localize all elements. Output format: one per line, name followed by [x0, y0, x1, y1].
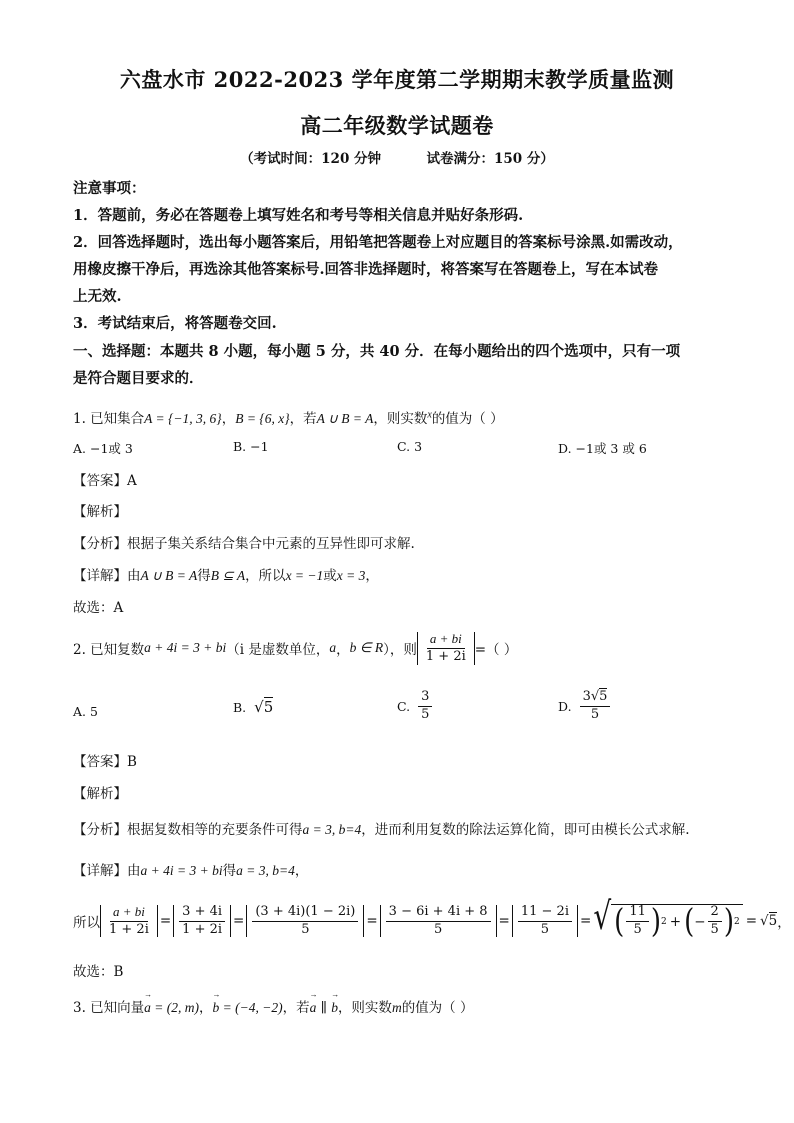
section-heading-line-1: 一、选择题：本题共 8 小题，每小题 5 分，共 40 分．在每小题给出的四个选项中，只有一项 [73, 343, 681, 360]
q3-ask-end: 的值为（ ） [401, 1000, 474, 1016]
q2-calc-term-2 [173, 905, 231, 938]
q1-detail-expr2: B ⊆ A [210, 568, 246, 583]
q1-option-b[interactable]: B. −1 [233, 439, 269, 454]
q2-s1-num: 11 [626, 905, 649, 922]
q2-s2-sign: − [694, 913, 706, 930]
q2-eq: a + 4i = 3 + bi [144, 640, 227, 656]
q1-option-a[interactable]: A. −1或 3 [73, 441, 133, 456]
q2-s1-den: 5 [633, 922, 642, 937]
q1-detail-expr3: x = −1 [285, 568, 324, 583]
q1-set-b: B = {6, x} [235, 411, 290, 426]
q2-f5-num: 11 − 2i [518, 905, 572, 922]
exam-time: （考试时间：120 分钟 [240, 151, 382, 167]
question-1-stem [73, 407, 504, 427]
exam-subtitle: 高二年级数学试题卷 [300, 113, 494, 138]
q2-f3-num: (3 + 4i)(1 − 2i) [252, 905, 358, 922]
q2-detail-expr: a + 4i = 3 + bi [140, 863, 223, 878]
q1-conclusion: 故选：A [73, 600, 124, 616]
q2-option-c-den: 5 [421, 706, 430, 722]
q2-note-b: b ∈ R [349, 640, 384, 656]
q2-sqrt-body: ( $\frac{11}{5}$ ) 2 + ( − $\frac{2}{5}$ ) 2 [611, 904, 743, 938]
question-2-stem [73, 632, 517, 665]
q3-vec-b-val: = (−4, −2) [219, 1000, 283, 1015]
notes-item-2-line-1: 2．回答选择题时，选出每小题答案后，用铅笔把答题卷上对应题目的答案标号涂黑.如需改动， [73, 234, 683, 251]
q1-ask-end: 的值为（ ） [431, 411, 504, 427]
q2-note-comma: ， [336, 642, 350, 659]
notes-item-1: 1．答题前，务必在答题卷上填写姓名和考号等相关信息并贴好条形码. [73, 207, 524, 224]
notes-item-3: 3．考试结束后，将答题卷交回. [73, 315, 277, 332]
q2-note: （i 是虚数单位， [226, 642, 330, 659]
q2-option-d-frac [580, 690, 611, 723]
q2-frac-den: 1 + 2i [425, 648, 466, 664]
q2-option-b-label: B. [233, 699, 247, 715]
q2-option-c-frac [418, 690, 432, 723]
q1-answer: 【答案】A [73, 473, 137, 489]
q2-option-b-sqrt: √5 [254, 698, 274, 716]
q1-analysis-tag: 【解析】 [73, 504, 127, 520]
q2-option-d-label: D. [558, 698, 572, 714]
q2-detail-mid: 得 [222, 863, 237, 879]
q2-f3-den: 5 [301, 921, 310, 937]
q3-cond-a: → a [310, 1000, 317, 1016]
q2-s2-sq: 2 [733, 916, 740, 927]
q1-cond-prefix: ，若 [289, 411, 317, 427]
q2-eq-2: = [233, 913, 245, 929]
q2-sqrt-sign: √ [593, 894, 612, 939]
q2-calc-term-3 [246, 905, 364, 938]
q3-ask: ，则实数 [337, 1000, 392, 1016]
q2-eq-3: = [366, 913, 378, 929]
q2-abs-expr [417, 632, 475, 665]
q1-detail-end: ， [365, 568, 379, 584]
q2-calc-term-5 [512, 905, 578, 938]
q2-option-d-rad: 5 [599, 689, 608, 704]
q3-cond-b: → b [331, 1000, 338, 1016]
q2-frac-num: a + bi [427, 632, 465, 649]
q2-calculation [73, 894, 791, 948]
q3-parallel: ∥ [316, 1000, 332, 1016]
q2-fraction [423, 632, 469, 665]
q2-result-val: 5 [768, 913, 778, 929]
q2-option-c-label: C. [397, 698, 411, 714]
q2-answer: 【答案】B [73, 754, 137, 770]
section-heading-line-2: 是符合题目要求的． [73, 370, 204, 387]
exam-info [0, 147, 794, 167]
question-3-stem [73, 996, 473, 1016]
q2-s2-num: 2 [708, 905, 722, 922]
q2-ask-end: =（ ） [474, 642, 518, 659]
q2-note-a: a [329, 640, 337, 656]
q3-cond-prefix: ，若 [282, 1000, 310, 1016]
q2-detail [73, 859, 308, 879]
q2-calc-term-1 [100, 905, 158, 938]
q2-s1-sq: 2 [661, 916, 667, 927]
q2-option-d-num: 3√5 [580, 690, 611, 707]
q1-sep: ， [221, 411, 236, 427]
q2-detail-prefix: 【详解】由 [73, 863, 141, 879]
q2-option-a[interactable]: A. 5 [73, 704, 98, 719]
q1-detail-expr1: A ∪ B = A [140, 568, 198, 583]
notes-heading: 注意事项： [73, 180, 146, 197]
notes-item-2-line-2: 用橡皮擦干净后，再选涂其他答案标号.回答非选择题时，将答案写在答题卷上，写在本试卷 [73, 261, 659, 278]
q2-plus: + [669, 913, 682, 930]
q2-tail: ， [777, 915, 791, 931]
q2-f2-den: 1 + 2i [182, 921, 223, 937]
q2-option-b[interactable] [233, 698, 273, 716]
q2-f4-den: 5 [433, 921, 443, 937]
q2-s2-den: 5 [710, 922, 719, 937]
q2-option-c-num: 3 [418, 690, 432, 707]
q3-comma: ， [199, 1000, 213, 1016]
q2-option-c[interactable] [397, 690, 434, 723]
q3-vec-a: → a [144, 1000, 151, 1016]
q2-note-end: ），则 [383, 642, 417, 659]
q1-ask: ，则实数 [373, 411, 428, 427]
q2-analysis-tag: 【解析】 [73, 786, 127, 802]
q2-prefix: 2. 已知复数 [73, 642, 145, 659]
q1-option-d[interactable]: D. −1或 3 或 6 [558, 441, 647, 456]
q2-result: √5 [760, 913, 778, 929]
q2-fenxi-end: ，进而利用复数的除法运算化简，即可由模长公式求解. [361, 822, 690, 838]
q2-option-d-den: 5 [590, 706, 600, 722]
q3-vec-b: → b [213, 1000, 220, 1016]
q2-f5-den: 5 [540, 921, 550, 937]
q2-eq-1: = [159, 913, 172, 929]
q2-f1-den: 1 + 2i [109, 921, 149, 937]
q2-calc-term-4 [380, 905, 497, 938]
q1-var: x [427, 409, 432, 421]
exam-title: 六盘水市 2022-2023 学年度第二学期期末教学质量监测 [119, 67, 675, 92]
q2-sqrt-expr [593, 894, 742, 941]
q2-fenxi-prefix: 【分析】根据复数相等的充要条件可得 [73, 822, 303, 838]
q3-vec-a-val: = (2, m) [150, 1000, 200, 1015]
q2-eq-5: = [580, 913, 592, 929]
q2-calc-prefix: 所以 [73, 915, 100, 931]
q1-detail-mid: 得 [197, 568, 211, 584]
q2-eq-6: = [745, 913, 758, 929]
q2-option-d-coef: 3 [582, 689, 591, 704]
q2-fenxi [73, 818, 690, 838]
q1-detail [73, 564, 379, 584]
q2-conclusion: 故选：B [73, 964, 124, 980]
q2-detail-end: ， [294, 863, 309, 879]
q1-prefix: 1. 已知集合 [73, 411, 145, 427]
q2-f4-num: 3 − 6i + 4i + 8 [386, 905, 491, 922]
q1-detail-prefix: 【详解】由 [73, 568, 141, 584]
q2-fenxi-expr: a = 3, b=4 [302, 822, 362, 837]
q2-option-d[interactable] [558, 690, 612, 723]
q1-set-a: A = {−1, 3, 6} [144, 411, 222, 426]
q1-option-c[interactable]: C. 3 [397, 439, 423, 454]
q2-option-b-val: 5 [263, 698, 274, 716]
q3-prefix: 3. 已知向量 [73, 1000, 145, 1016]
exam-score: 试卷满分：150 分） [426, 151, 554, 167]
q1-cond: A ∪ B = A [316, 411, 374, 426]
q2-eq-4: = [498, 913, 510, 929]
q2-detail-res: a = 3, b=4 [236, 863, 295, 878]
q1-detail-mid2: ，所以 [245, 568, 286, 584]
q1-fenxi: 【分析】根据子集关系结合集合中元素的互异性即可求解. [73, 536, 415, 552]
q1-detail-expr4: x = 3 [336, 568, 366, 583]
q2-f2-num: 3 + 4i [179, 905, 225, 922]
q3-var: m [391, 1000, 402, 1015]
q1-detail-or: 或 [323, 568, 337, 584]
notes-item-2-line-3: 上无效. [73, 288, 122, 305]
q2-f1-num: a + bi [110, 905, 148, 922]
